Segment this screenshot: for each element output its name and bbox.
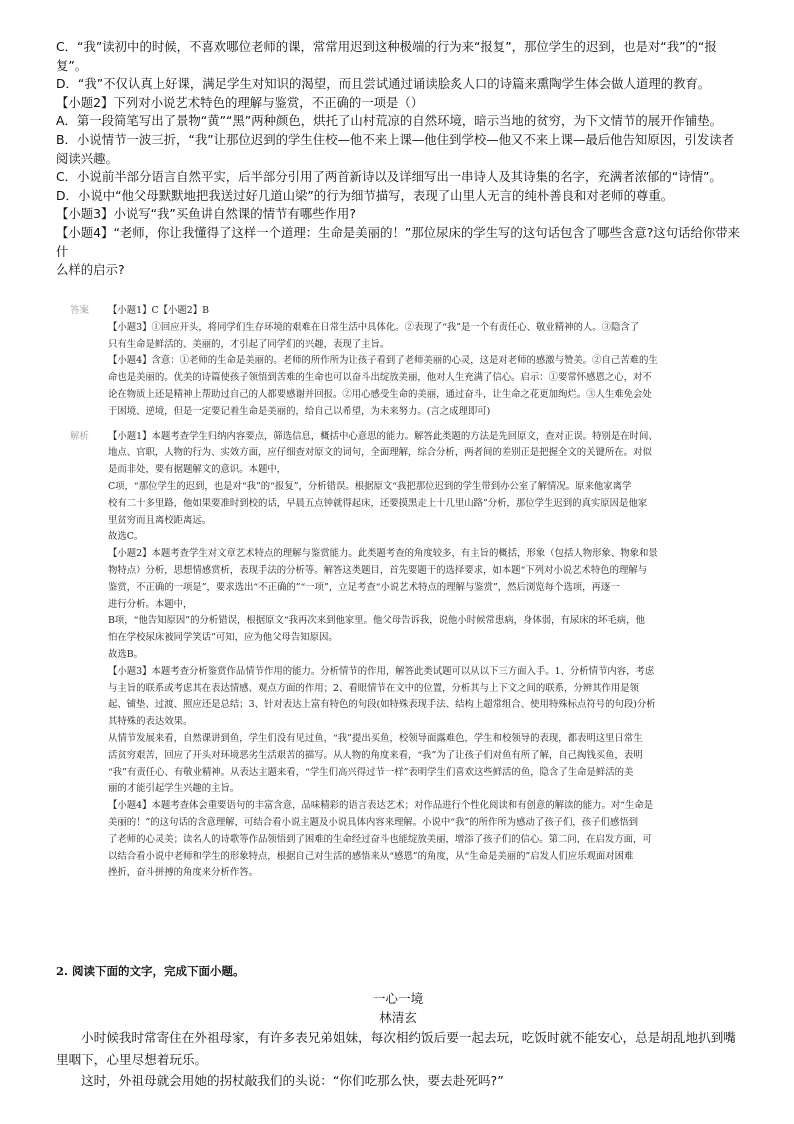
answer-line: 命也是美丽的。优美的诗篇使孩子领悟到苦难的生命也可以奋斗出绽放美丽，他对人生充满了信心。启示：①要常怀感恩之心，对不 bbox=[108, 372, 652, 384]
answer-line: 【小题4】含意：①老师的生命是美丽的。老师的所作所为让孩子看到了老师美丽的心灵，这是对老师的感激与赞美。②自己苦难的生 bbox=[108, 355, 658, 367]
article-title: 一心一境 bbox=[372, 991, 424, 1006]
article-paragraph: 这时，外祖母就会用她的拐杖敲我们的头说：“你们吃那么快，要去赴死吗?” bbox=[81, 1073, 504, 1089]
analysis-line: 进行分析。本题中， bbox=[108, 598, 193, 610]
analysis-line: C项，“那位学生的迟到，也是对“我”的“报复”，分析错误。根据原文“我把那位迟到的学生带到办公室了解情况。原来他家离学 bbox=[108, 480, 632, 492]
answer-line: 于困境、逆境，但是一定要记着生命是美丽的，给自己以希望，为未来努力。(言之成理即可) bbox=[108, 405, 491, 417]
option-c-cont: 复”。 bbox=[56, 57, 88, 73]
sq2-option-a: A．第一段简笔写出了景物“黄”“黑”两种颜色，烘托了山村荒凉的自然环境，暗示当地的贫穷，为下文情节的展开作铺垫。 bbox=[56, 113, 723, 129]
analysis-line: 地点、官职，人物的行为、实效方面，应仔细查对原文的词句，全面理解，综合分析，两者间的差别正是把握全文的关键所在。对似 bbox=[108, 447, 652, 459]
analysis-line: 起、铺垫、过渡、照应还是总结；3、针对表达上富有特色的句段(如特殊表现手法、结构上超常组合、使用特殊标点符号的句段)分析 bbox=[108, 699, 656, 711]
answer-line: 只有生命是鲜活的、美丽的，才引起了同学们的兴趣，表现了主旨。 bbox=[108, 338, 390, 350]
sq2-option-d: D．小说中“他父母默默地把我送过好几道山梁”的行为细节描写，表现了山里人无言的纯朴善良和对老师的尊重。 bbox=[56, 187, 674, 203]
analysis-line: 怕在学校尿床被同学笑话”可知，应为他父母告知原因。 bbox=[108, 632, 338, 644]
subquestion-4: 【小题4】“老师，你让我懂得了这样一个道理：生命是美丽的！”那位尿床的学生写的这句话包含了哪些含意?这句话给你带来什 bbox=[56, 224, 741, 259]
analysis-line: 鉴赏，不正确的一项是”，要求选出“不正确的”“一项”，立足考查“小说艺术特点的理解与鉴赏”，然后浏览每个选项，再逐一 bbox=[108, 581, 620, 593]
analysis-line: 挫折，奋斗拼搏的角度来分析作答。 bbox=[108, 867, 259, 879]
answer-analysis-block bbox=[70, 303, 734, 882]
analysis-line: 了老师的心灵美；读名人的诗歌等作品领悟到了困难的生命经过奋斗也能绽放美丽，增添了孩子们的信心。第二问，在启发方面，可 bbox=[108, 833, 652, 845]
question-2-heading: 2. 阅读下面的文字，完成下面小题。 bbox=[56, 964, 245, 978]
subquestion-2: 【小题2】下列对小说艺术特色的理解与鉴赏，不正确的一项是（） bbox=[56, 94, 424, 110]
answer-line: 【小题3】①回应开头，将同学们生存环境的艰难在日常生活中具体化。②表现了“我”是一个有责任心、敬业精神的人。③隐含了 bbox=[108, 321, 640, 333]
analysis-line: 物特点）分析，思想情感赏析，表现手法的分析等。解答这类题目，首先要题干的选择要求，如本题“下列对小说艺术特色的理解与 bbox=[108, 564, 648, 576]
analysis-line: 丽的才能引起学生兴趣的主旨。 bbox=[108, 783, 240, 795]
analysis-line: 【小题4】本题考查体会重要语句的丰富含意，品味精彩的语言表达艺术；对作品进行个性化阅读和有创意的解读的能力。对“生命是 bbox=[108, 800, 654, 812]
analysis-line: 【小题1】本题考查学生归纳内容要点，筛选信息，概括中心意思的能力。解答此类题的方法是先回原文，查对正误。特别是在时间、 bbox=[108, 430, 658, 442]
analysis-tag: 解析 bbox=[70, 430, 90, 442]
analysis-line: 校有二十多里路，他如果要准时到校的话，早晨五点钟就得起床，还要摸黑走上十几里山路”分析，那位学生迟到的真实原因是他家 bbox=[108, 497, 648, 509]
analysis-line: “我”有责任心、有敬业精神。从表达主题来看，“学生们高兴得过节一样”表明学生们喜欢这些鲜活的鱼，隐含了生命是鲜活的美 bbox=[108, 766, 634, 778]
analysis-line: 故选B。 bbox=[108, 648, 144, 660]
analysis-line: 是而非处，要有据题解文的意识。本题中， bbox=[108, 464, 287, 476]
analysis-line: 活贫穷艰苦，回应了开头对环境恶劣生活艰苦的描写。从人物的角度来看，“我”为了让孩子们对鱼有所了解，自己掏钱买鱼，表明 bbox=[108, 749, 643, 761]
analysis-line: B项，“他告知原因”的分析错误，根据原文“我再次来到他家里。他父母告诉我，说他小时候常患病，身体弱，有尿床的坏毛病，他 bbox=[108, 615, 645, 627]
analysis-line: 【小题3】本题考查分析鉴赏作品情节作用的能力。分析情节的作用，解答此类试题可以从以下三方面入手。1、分析情节内容，考虑 bbox=[108, 665, 655, 677]
analysis-line: 故选C。 bbox=[108, 531, 144, 543]
analysis-line: 与主旨的联系或考虑其在表达情感、观点方面的作用；2、看眼情节在文中的位置，分析其与上下文之间的联系，分辨其作用是领 bbox=[108, 682, 639, 694]
sq2-option-b-cont: 阅读兴趣。 bbox=[56, 150, 118, 166]
analysis-line: 从情节发展来看，自然课讲到鱼，学生们没有见过鱼，“我”提出买鱼，校领导面露难色，学生和校领导的表现，都表明这里日常生 bbox=[108, 732, 643, 744]
subquestion-3: 【小题3】小说写“我”买鱼讲自然课的情节有哪些作用? bbox=[56, 206, 356, 222]
analysis-line: 【小题2】本题考查学生对文章艺术特点的理解与鉴赏能力。此类题考查的角度较多，有主旨的概括，形象（包括人物形象、物象和景 bbox=[108, 548, 658, 560]
answer-tag: 答案 bbox=[70, 305, 90, 316]
option-c: C．“我”读初中的时候，不喜欢哪位老师的课，常常用迟到这种极端的行为来“报复”，那位学生的迟到，也是对“我”的“报 bbox=[56, 39, 717, 54]
question-continuation bbox=[56, 38, 740, 280]
analysis-line: 里贫穷而且离校距离远。 bbox=[108, 514, 212, 526]
answer-line: 【小题1】C【小题2】B bbox=[108, 305, 209, 316]
answer-row bbox=[70, 303, 734, 421]
analysis-body bbox=[108, 429, 734, 883]
analysis-line: 美丽的！”的这句话的含意理解，可结合看小说主题及小说具体内容来理解。小说中“我”的所作所为感动了孩子们，孩子们感悟到 bbox=[108, 816, 639, 828]
sq2-option-c: C．小说前半部分语言自然平实，后半部分引用了两首新诗以及详细写出一串诗人及其诗集的名字，充满者浓郁的“诗情”。 bbox=[56, 169, 722, 185]
article-paragraph: 小时候我时常寄住在外祖母家，有许多表兄弟姐妹，每次相约饭后要一起去玩，吃饭时就不能安心，总是胡乱地扒到嘴里咽下，心里尽想着玩乐。 bbox=[56, 1030, 736, 1067]
analysis-line: 以结合看小说中老师和学生的形象特点，根据自己对生活的感悟来从“感恩”的角度，从“生命是美丽的”启发人们应乐观面对困难 bbox=[108, 850, 634, 862]
answer-line: 论在物质上还是精神上帮助过自己的人都要感谢并回报。②用心感受生命的美丽，通过奋斗，让生命之花更加绚烂。③人生难免会处 bbox=[108, 388, 652, 400]
sq2-option-b: B．小说情节一波三折，“我”让那位迟到的学生住校—他不来上课—他住到学校—他又不来上课—最后他告知原因，引发读者 bbox=[56, 131, 735, 147]
analysis-line: 其特殊的表达效果。 bbox=[108, 716, 193, 728]
answer-body bbox=[108, 303, 734, 421]
subquestion-4-cont: 么样的启示? bbox=[56, 262, 125, 278]
analysis-row bbox=[70, 429, 734, 883]
question-2 bbox=[56, 963, 740, 1092]
option-d: D．“我”不仅认真上好课，满足学生对知识的渴望，而且尝试通过诵读脍炙人口的诗篇来熏陶学生体会做人道理的教育。 bbox=[56, 76, 711, 92]
article-author: 林清玄 bbox=[379, 1010, 417, 1025]
